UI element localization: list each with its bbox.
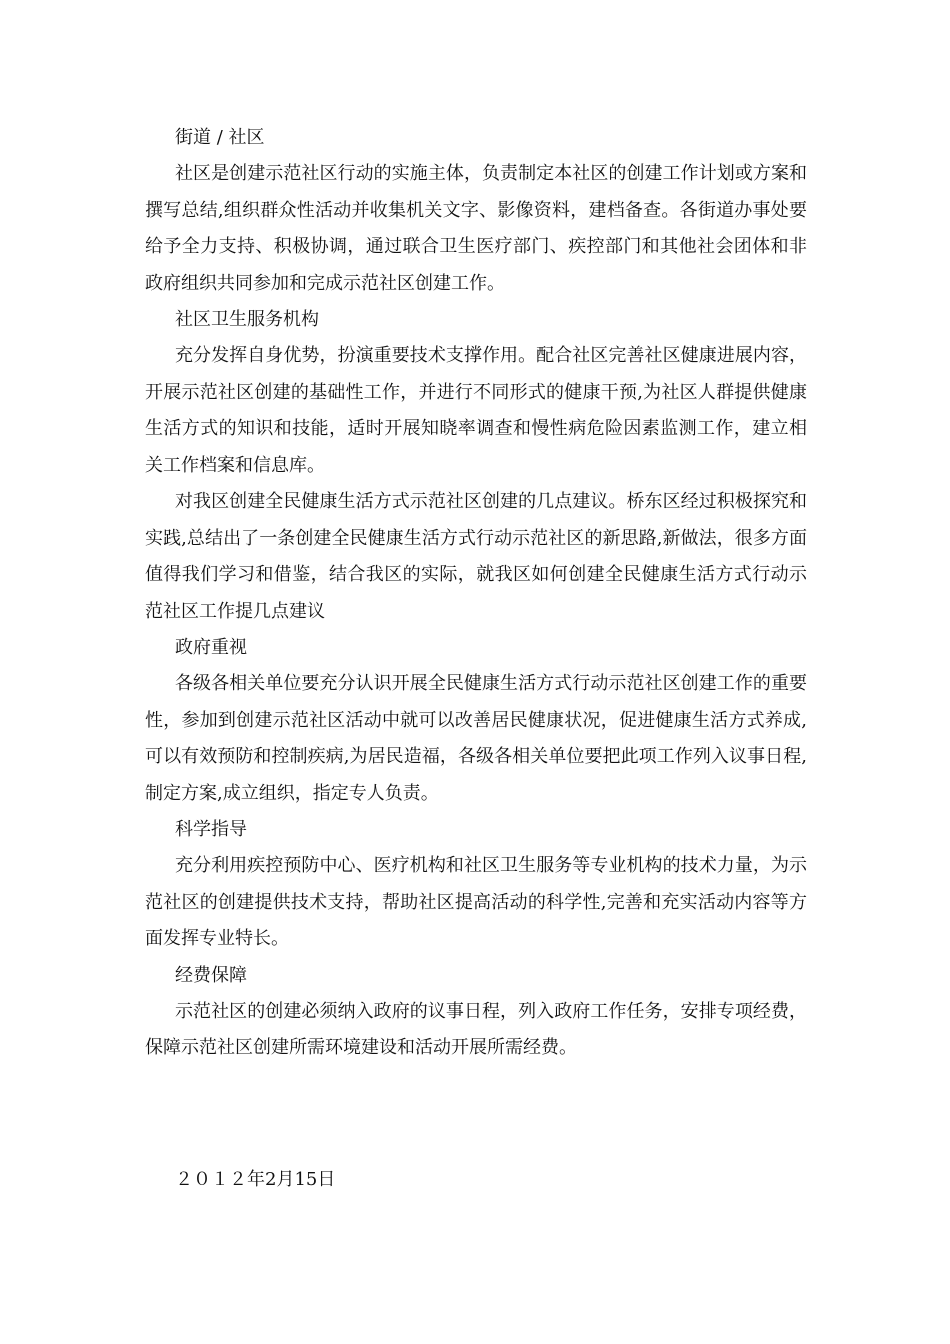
section-heading-health-service: 社区卫生服务机构 <box>175 309 319 330</box>
section-paragraph-scientific-guidance: 充分利用疾控预防中心、医疗机构和社区卫生服务等专业机构的技术力量，为示范社区的创建提供技术支持，帮助社区提高活动的科学性,完善和充实活动内容等方面发挥专业特长。 <box>145 855 807 949</box>
section-heading-government: 政府重视 <box>175 637 247 658</box>
section-paragraph-street-community: 社区是创建示范社区行动的实施主体，负责制定本社区的创建工作计划或方案和撰写总结,组织群众性活动并收集机关文字、影像资料，建档备查。各街道办事处要给予全力支持、积极协调，通过联合卫生医疗部门、疾控部门和其他社会团体和非政府组织共同参加和完成示范社区创建工作。 <box>145 163 807 294</box>
section-paragraph-funding: 示范社区的创建必须纳入政府的议事日程，列入政府工作任务，安排专项经费，保障示范社区创建所需环境建设和活动开展所需经费。 <box>145 1000 807 1058</box>
section-paragraph-health-service: 充分发挥自身优势，扮演重要技术支撑作用。配合社区完善社区健康进展内容，开展示范社区创建的基础性工作，并进行不同形式的健康干预,为社区人群提供健康生活方式的知识和技能，适时开展知晓率调查和慢性病危险因素监测工作，建立相关工作档案和信息库。 <box>145 345 807 476</box>
document-body <box>145 120 807 1067</box>
section-heading-funding: 经费保障 <box>175 964 247 986</box>
section-paragraph-government: 各级各相关单位要充分认识开展全民健康生活方式行动示范社区创建工作的重要性，参加到创建示范社区活动中就可以改善居民健康状况，促进健康生活方式养成,可以有效预防和控制疾病,为居民造福，各级各相关单位要把此项工作列入议事日程,制定方案,成立组织，指定专人负责。 <box>145 673 807 804</box>
section-paragraph-suggestions: 对我区创建全民健康生活方式示范社区创建的几点建议。桥东区经过积极探究和实践,总结出了一条创建全民健康生活方式行动示范社区的新思路,新做法，很多方面值得我们学习和借鉴，结合我区的实际，就我区如何创建全民健康生活方式行动示范社区工作提几点建议 <box>145 491 807 622</box>
section-heading-street-community: 街道 / 社区 <box>175 127 265 148</box>
document-date: ２０１２年2月15日 <box>175 1169 336 1190</box>
section-heading-scientific-guidance: 科学指导 <box>175 819 247 840</box>
